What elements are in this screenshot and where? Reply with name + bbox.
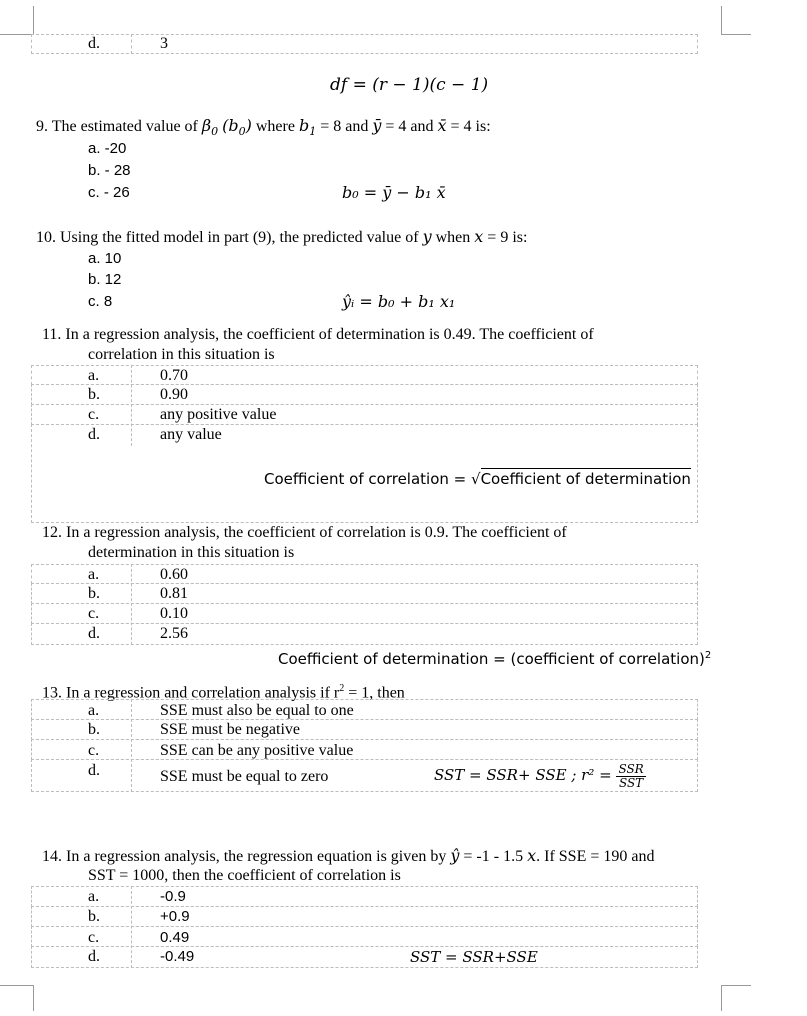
option-value: any value bbox=[160, 426, 222, 443]
crop-mark-bottom-left-v bbox=[33, 985, 34, 1011]
formula-yhat: ŷᵢ = b₀ + b₁ x₁ bbox=[342, 292, 456, 311]
table-divider bbox=[131, 365, 132, 446]
option-a: a. -20 bbox=[88, 140, 127, 157]
table-divider bbox=[131, 699, 132, 792]
table-divider bbox=[131, 34, 132, 54]
option-letter: c. bbox=[88, 605, 100, 622]
option-letter: d. bbox=[88, 625, 100, 642]
option-letter: d. bbox=[88, 35, 100, 52]
option-c: c. 8 bbox=[88, 293, 113, 310]
option-value: 2.56 bbox=[160, 625, 188, 642]
option-value: 0.49 bbox=[160, 929, 190, 946]
option-letter: c. bbox=[88, 929, 100, 946]
formula-determination: Coefficient of determination = (coefficient of correlation)$^2$ bbox=[278, 650, 712, 668]
option-letter: b. bbox=[88, 908, 100, 925]
question-14: 14. In a regression analysis, the regression equation is given by ŷ = -1 - 1.5 x. If SSE = 190 and bbox=[42, 846, 655, 865]
question-11-cont: correlation in this situation is bbox=[88, 346, 275, 363]
option-b: b. 12 bbox=[88, 271, 122, 288]
table-divider bbox=[131, 886, 132, 968]
formula-df: df = (r − 1)(c − 1) bbox=[330, 75, 489, 95]
crop-mark-top-left bbox=[0, 34, 33, 35]
formula-correlation: Coefficient of correlation = √Coefficient of determination bbox=[264, 470, 691, 488]
option-letter: a. bbox=[88, 888, 100, 905]
option-value: 0.81 bbox=[160, 585, 188, 602]
crop-mark-bottom-left bbox=[0, 985, 33, 986]
crop-mark-top-left-v bbox=[33, 6, 34, 35]
option-a: a. 10 bbox=[88, 250, 122, 267]
option-letter: d. bbox=[88, 762, 100, 779]
option-value: -0.49 bbox=[160, 948, 195, 965]
crop-mark-top-right-v bbox=[721, 6, 722, 35]
option-letter: c. bbox=[88, 742, 100, 759]
question-14-cont: SST = 1000, then the coefficient of correlation is bbox=[88, 867, 401, 884]
option-letter: b. bbox=[88, 386, 100, 403]
option-letter: a. bbox=[88, 566, 100, 583]
crop-mark-bottom-right-v bbox=[721, 985, 722, 1011]
option-c: c. - 26 bbox=[88, 184, 130, 201]
option-value: SSE must also be equal to one bbox=[160, 702, 354, 719]
crop-mark-top-right bbox=[721, 34, 751, 35]
option-value: 3 bbox=[160, 35, 168, 52]
option-letter: b. bbox=[88, 585, 100, 602]
option-value: SSE can be any positive value bbox=[160, 742, 354, 759]
option-b: b. - 28 bbox=[88, 162, 131, 179]
question-12: 12. In a regression analysis, the coefficient of correlation is 0.9. The coefficient of bbox=[42, 524, 567, 541]
question-10: 10. Using the fitted model in part (9), the predicted value of y when x = 9 is: bbox=[36, 227, 528, 246]
option-value: +0.9 bbox=[160, 908, 190, 925]
option-value: 0.90 bbox=[160, 386, 188, 403]
option-letter: d. bbox=[88, 426, 100, 443]
question-11: 11. In a regression analysis, the coefficient of determination is 0.49. The coefficient of bbox=[42, 326, 594, 343]
option-letter: c. bbox=[88, 406, 100, 423]
option-value: 0.70 bbox=[160, 367, 188, 384]
option-value: SSE must be equal to zero bbox=[160, 768, 329, 785]
crop-mark-bottom-right bbox=[721, 985, 751, 986]
option-letter: b. bbox=[88, 721, 100, 738]
option-letter: a. bbox=[88, 702, 100, 719]
option-value: 0.60 bbox=[160, 566, 188, 583]
table-divider bbox=[131, 564, 132, 645]
option-letter: d. bbox=[88, 948, 100, 965]
formula-b0: b₀ = ȳ − b₁ x̄ bbox=[342, 183, 446, 202]
formula-sst-sum: SST = SSR+SSE bbox=[410, 948, 538, 966]
question-12-cont: determination in this situation is bbox=[88, 544, 295, 561]
option-value: -0.9 bbox=[160, 888, 186, 905]
option-value: 0.10 bbox=[160, 605, 188, 622]
question-9: 9. The estimated value of $\beta_0$ $(b_0)$ where $b_1 = 8$ and ȳ = 4 and x̄ = 4 is: bbox=[36, 116, 491, 139]
question-13: 13. In a regression and correlation analysis if $r^2 = 1$, then bbox=[42, 683, 405, 702]
option-value: any positive value bbox=[160, 406, 277, 423]
formula-sst: SST = SSR+ SSE ; r² = $\frac{\text{SSR}}{\text{SST}}$ bbox=[434, 761, 644, 790]
option-letter: a. bbox=[88, 367, 100, 384]
option-value: SSE must be negative bbox=[160, 721, 300, 738]
